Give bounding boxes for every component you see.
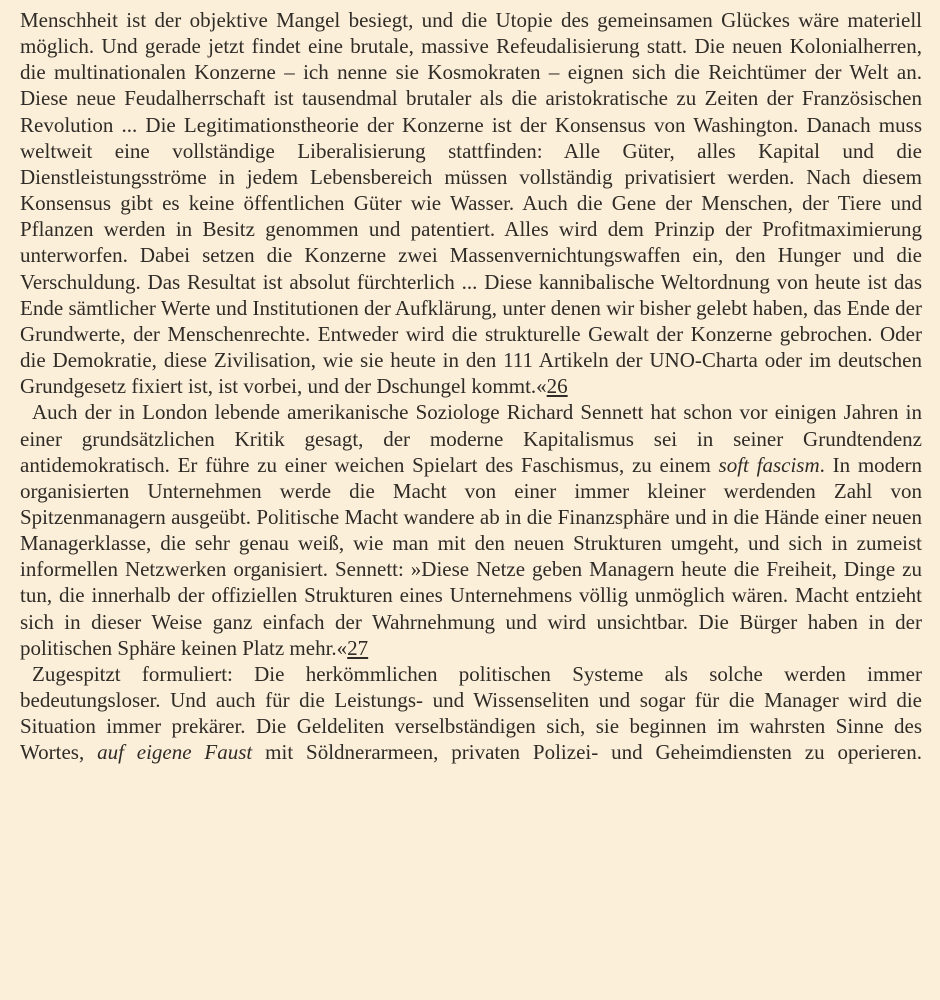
paragraph-quote-continuation (20, 7, 922, 399)
footnote-link-27[interactable]: 27 (347, 635, 369, 660)
paragraph-text: Menschheit ist der objektive Mangel besiegt, und die Utopie des gemeinsamen Glückes wäre materiell möglich. Und gerade jetzt findet eine brutale, massive Refeudalisierung statt. Die neuen Kolonialherren, die multinationalen Konzerne – ich nenne sie Kosmokraten – eignen sich die Reichtümer der Welt an. Diese neue Feudalherrschaft ist tausendmal brutaler als die aristokratische zu Zeiten der Französischen Revolution ... Die Legitimationstheorie der Konzerne ist der Konsensus von Washington. Danach muss weltweit eine vollständige Liberalisierung stattfinden: Alle Güter, alles Kapital und die Dienstleistungsströme in jedem Lebensbereich müssen vollständig privatisiert werden. Nach diesem Konsensus gibt es keine öffentlichen Güter wie Wasser. Auch die Gene der Menschen, der Tiere und Pflanzen werden in Besitz genommen und patentiert. Alles wird dem Prinzip der Profitmaximierung unterworfen. Dabei setzen die Konzerne zwei Massenvernichtungswaffen ein, den Hunger und die Verschuldung. Das Resultat ist absolut fürchterlich ... Diese kannibalische Weltordnung von heute ist das Ende sämtlicher Werte und Institutionen der Aufklärung, unter denen wir bisher gelebt haben, das Ende der Grundwerte, der Menschenrechte. Entweder wird die strukturelle Gewalt der Konzerne gebrochen. Oder die Demokratie, diese Zivilisation, wie sie heute in den 111 Artikeln der UNO-Charta oder im deutschen Grundgesetz fixiert ist, ist vorbei, und der Dschungel kommt.« (20, 8, 922, 399)
paragraph-text: Zugespitzt formuliert: Die herkömmlichen politischen Systeme als solche werden immer bedeutungsloser. Und auch für die Leistungs- und Wissenseliten und sogar für die Manager wird die Situation immer prekärer. Die Geldeliten verselbständigen sich, sie beginnen im wahrsten Sinne des Wortes, (20, 661, 922, 765)
text-column (20, 7, 922, 766)
paragraph-text: . In modern organisierten Unternehmen werde die Macht von einer immer kleiner werdenden Zahl von Spitzenmanagern ausgeübt. Politische Macht wandere ab in die Finanzsphäre und in die Hände einer neuen Managerklasse, die sehr genau weiß, wie man mit den neuen Strukturen umgeht, und sich in zumeist informellen Netzwerken organisiert. Sennett: »Diese Netze geben Managern heute die Freiheit, Dinge zu tun, die innerhalb der offiziellen Strukturen eines Unternehmens völlig unmöglich wären. Macht entzieht sich in dieser Weise ganz einfach der Wahrnehmung und wird unsichtbar. Die Bürger haben in der politischen Sphäre keinen Platz mehr.« (20, 452, 922, 660)
footnote-link-26[interactable]: 26 (546, 374, 568, 399)
paragraph-sennett (20, 399, 922, 661)
paragraph-text: mit Söldnerarmeen, privaten Polizei- und Geheimdiensten zu operieren. (252, 740, 922, 765)
emphasis-soft-fascism: soft fascism (718, 452, 820, 477)
emphasis-auf-eigene-faust: auf eigene Faust (97, 740, 253, 765)
paragraph-text: Auch der in London lebende amerikanische Soziologe Richard Sennett hat schon vor einigen Jahren in einer grundsätzlichen Kritik gesagt, der moderne Kapitalismus sei in seiner Grundtendenz antidemokratisch. Er führe zu einer weichen Spielart des Faschismus, zu einem (20, 400, 922, 477)
bottom-right-fade (750, 970, 940, 1000)
paragraph-zugespitzt (20, 661, 922, 766)
